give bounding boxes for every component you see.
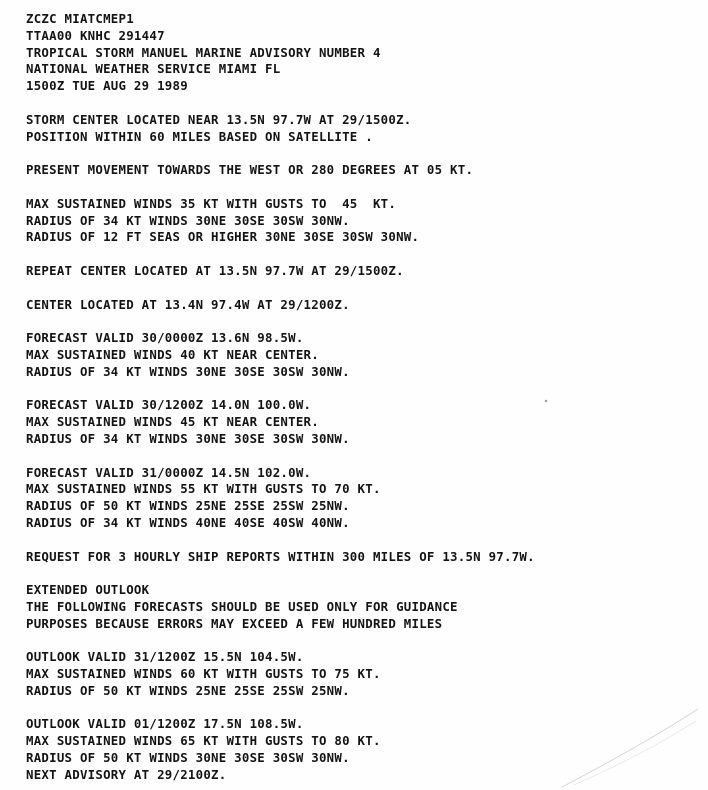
outlook-block-2 [26,716,535,783]
text-line: CENTER LOCATED AT 13.4N 97.4W AT 29/1200Z. [26,296,350,312]
text-line: FORECAST VALID 31/0000Z 14.5N 102.0W. [26,464,312,480]
position-block [26,112,535,146]
advisory-title: TROPICAL STORM MANUEL MARINE ADVISORY NUMBER 4 [26,44,381,60]
advisory-text [26,11,535,784]
text-line: MAX SUSTAINED WINDS 35 KT WITH GUSTS TO 45 KT. [26,195,397,211]
blank-line [26,95,535,112]
movement-block [26,162,535,179]
header-block [26,11,535,95]
text-line: PURPOSES BECAUSE ERRORS MAY EXCEED A FEW HUNDRED MILES [26,615,443,631]
text-line: MAX SUSTAINED WINDS 65 KT WITH GUSTS TO 80 KT. [26,733,381,749]
text-line: ZCZC MIATCMEP1 [26,11,134,26]
forecast-block-1 [26,330,535,380]
text-line: RADIUS OF 34 KT WINDS 30NE 30SE 30SW 30NW. [26,363,350,379]
text-line: POSITION WITHIN 60 MILES BASED ON SATELLITE . [26,128,373,144]
text-line: REQUEST FOR 3 HOURLY SHIP REPORTS WITHIN 300 MILES OF 13.5N 97.7W. [26,548,535,564]
text-line: REPEAT CENTER LOCATED AT 13.5N 97.7W AT 29/1500Z. [26,262,404,278]
blank-line [26,448,535,465]
extended-outlook-block [26,582,535,632]
ship-report-request [26,549,535,566]
text-line: PRESENT MOVEMENT TOWARDS THE WEST OR 280 DEGREES AT 05 KT. [26,162,474,178]
text-line: NATIONAL WEATHER SERVICE MIAMI FL [26,61,281,77]
text-line: RADIUS OF 34 KT WINDS 30NE 30SE 30SW 30NW. [26,430,350,446]
text-line: FORECAST VALID 30/1200Z 14.0N 100.0W. [26,397,312,413]
text-line: STORM CENTER LOCATED NEAR 13.5N 97.7W AT 29/1500Z. [26,111,412,127]
previous-position-block [26,297,535,314]
text-line: OUTLOOK VALID 01/1200Z 17.5N 108.5W. [26,716,304,732]
text-line: OUTLOOK VALID 31/1200Z 15.5N 104.5W. [26,649,304,665]
text-line: RADIUS OF 12 FT SEAS OR HIGHER 30NE 30SE 30SW 30NW. [26,229,420,245]
forecast-block-3 [26,465,535,532]
blank-line [26,246,535,263]
scan-streak-mark [560,705,700,790]
text-line: RADIUS OF 50 KT WINDS 25NE 25SE 25SW 25NW. [26,498,350,514]
forecast-block-2 [26,397,535,447]
text-line: FORECAST VALID 30/0000Z 13.6N 98.5W. [26,330,304,346]
text-line: THE FOLLOWING FORECASTS SHOULD BE USED ONLY FOR GUIDANCE [26,598,458,614]
blank-line [26,565,535,582]
text-line: MAX SUSTAINED WINDS 55 KT WITH GUSTS TO 70 KT. [26,481,381,497]
winds-block [26,196,535,246]
blank-line [26,145,535,162]
section-heading: EXTENDED OUTLOOK [26,582,150,598]
blank-line [26,532,535,549]
blank-line [26,632,535,649]
text-line: RADIUS OF 50 KT WINDS 30NE 30SE 30SW 30NW. [26,750,350,766]
text-line: RADIUS OF 34 KT WINDS 40NE 40SE 40SW 40NW. [26,514,350,530]
blank-line [26,700,535,717]
blank-line [26,280,535,297]
text-line: MAX SUSTAINED WINDS 45 KT NEAR CENTER. [26,414,319,430]
text-line: MAX SUSTAINED WINDS 60 KT WITH GUSTS TO 75 KT. [26,666,381,682]
blank-line [26,313,535,330]
scan-dot-mark [543,398,549,404]
blank-line [26,179,535,196]
blank-line [26,381,535,398]
text-line: RADIUS OF 50 KT WINDS 25NE 25SE 25SW 25NW. [26,682,350,698]
text-line: RADIUS OF 34 KT WINDS 30NE 30SE 30SW 30NW. [26,212,350,228]
outlook-block-1 [26,649,535,699]
issue-time: 1500Z TUE AUG 29 1989 [26,78,188,94]
next-advisory-line: NEXT ADVISORY AT 29/2100Z. [26,766,227,782]
repeat-block [26,263,535,280]
text-line: MAX SUSTAINED WINDS 40 KT NEAR CENTER. [26,346,319,362]
text-line: TTAA00 KNHC 291447 [26,27,165,43]
